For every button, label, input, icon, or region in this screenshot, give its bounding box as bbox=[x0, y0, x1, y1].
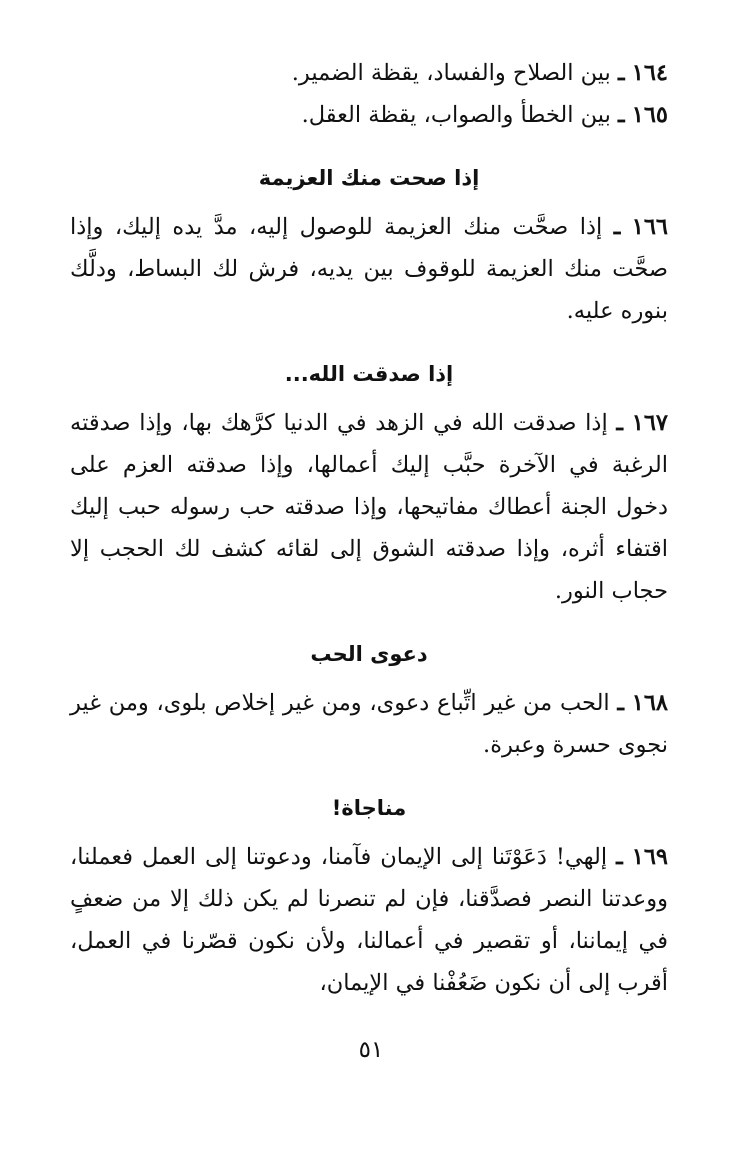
entry-dash: ـ bbox=[617, 102, 625, 128]
entry-text: بين الخطأ والصواب، يقظة العقل. bbox=[301, 102, 611, 128]
entry-dash: ـ bbox=[616, 410, 624, 436]
entry-number: ١٦٥ bbox=[631, 102, 668, 128]
entry-dash: ـ bbox=[616, 844, 623, 870]
entry-167 bbox=[70, 402, 668, 612]
entry-text: إذا صحَّت منك العزيمة للوصول إليه، مدَّ يده إليك، وإذا صحَّت منك العزيمة للوقوف بين يديه، فرش لك البساط، ودلَّك بنوره عليه. bbox=[70, 214, 668, 324]
entry-number: ١٦٤ bbox=[631, 60, 668, 86]
entry-169 bbox=[70, 836, 668, 1004]
entry-text: الحب من غير اتِّباع دعوى، ومن غير إخلاص بلوى، ومن غير نجوى حسرة وعبرة. bbox=[70, 690, 668, 758]
entry-number: ١٦٧ bbox=[631, 410, 668, 436]
section-heading-sincerity: إذا صدقت الله... bbox=[284, 362, 454, 386]
entry-dash: ـ bbox=[617, 690, 625, 716]
entry-number: ١٦٨ bbox=[631, 690, 669, 716]
entry-text: بين الصلاح والفساد، يقظة الضمير. bbox=[291, 60, 611, 86]
entry-165 bbox=[70, 94, 668, 136]
section-heading-prayer: مناجاة! bbox=[331, 796, 407, 820]
entry-text: إلهي! دَعَوْتَنا إلى الإيمان فآمنا، ودعوتنا إلى العمل فعملنا، ووعدتنا النصر فصدَّقنا، فإن لم تنصرنا لم يكن ذلك إلا من ضعفٍ في إيماننا، أو تقصير في أعمالنا، ولأن نكون قصّرنا في العمل، أقرب إلى أن نكون ضَعُفْنا في الإيمان، bbox=[70, 844, 668, 996]
entry-164 bbox=[70, 52, 668, 94]
entry-dash: ـ bbox=[617, 60, 625, 86]
entry-166 bbox=[70, 206, 668, 332]
section-heading-love-claim: دعوى الحب bbox=[310, 642, 428, 666]
entry-number: ١٦٩ bbox=[631, 844, 669, 870]
entry-text: إذا صدقت الله في الزهد في الدنيا كرَّهك بها، وإذا صدقته الرغبة في الآخرة حبَّب إليك أعمالها، وإذا صدقته العزم على دخول الجنة أعطاك مفاتيحها، وإذا صدقته حب رسوله حبب إليك اقتفاء أثره، وإذا صدقته الشوق إلى لقائه كشف لك الحجب إلا حجاب النور. bbox=[70, 410, 668, 604]
page-number: ٥١ bbox=[358, 1037, 384, 1063]
section-heading-resolve: إذا صحت منك العزيمة bbox=[258, 166, 480, 190]
book-page bbox=[70, 52, 668, 1004]
entry-dash: ـ bbox=[613, 214, 621, 240]
entry-number: ١٦٦ bbox=[631, 214, 668, 240]
entry-168 bbox=[70, 682, 668, 766]
